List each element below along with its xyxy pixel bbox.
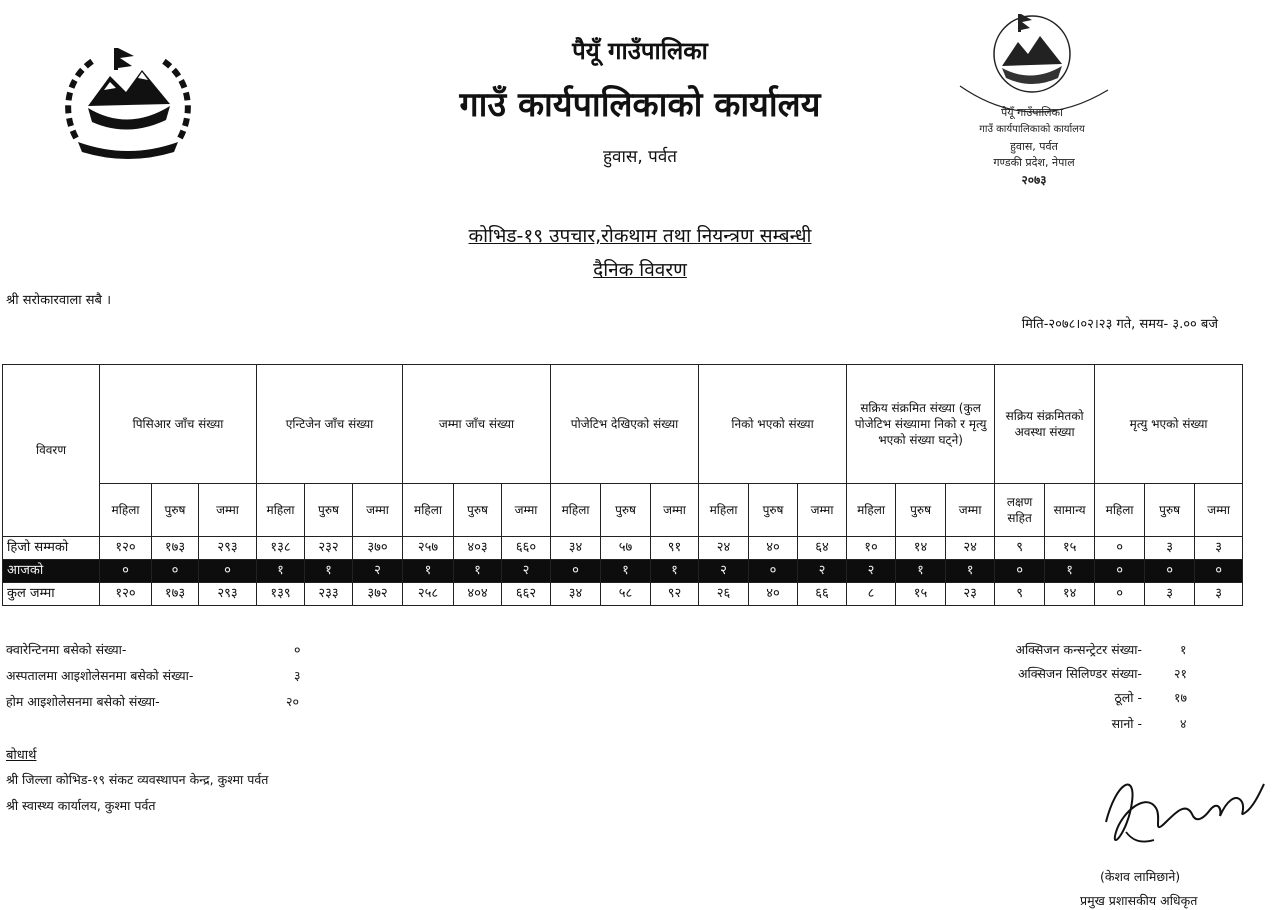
value-cell: १ [651,560,699,583]
subject-line-2-text: दैनिक विवरण [593,259,687,281]
value-cell: ९ [995,583,1045,606]
value-cell: १४ [896,537,946,560]
group-header-recovered: निको भएको संख्या [699,365,847,484]
value-cell: २५८ [403,583,454,606]
value-cell: २ [847,560,896,583]
sub-header-cell: पुरुष [152,484,199,537]
value-cell: ६४ [798,537,847,560]
value-cell: १२० [100,537,152,560]
value-cell: ३ [1195,537,1243,560]
group-header-active-status: सक्रिय संक्रमितको अवस्था संख्या [995,365,1095,484]
sub-header-cell: सामान्य [1045,484,1095,537]
value-cell: ९१ [651,537,699,560]
value-cell: ४० [749,537,798,560]
cc-title: बोधार्थ [6,748,37,763]
date-line: मिति-२०७८।०२।२३ गते, समय- ३.०० बजे [1021,317,1218,332]
value-cell: ० [1145,560,1195,583]
table-row [3,560,1243,583]
sub-header-cell: जम्मा [353,484,403,537]
sub-header-cell: महिला [1095,484,1145,537]
value-cell: १५ [1045,537,1095,560]
value-cell: २४ [946,537,995,560]
row-label-cell: कुल जम्मा [3,583,100,606]
value-cell: ५७ [601,537,651,560]
sub-header-cell: महिला [403,484,454,537]
value-cell: २३२ [305,537,353,560]
value-cell: ४०३ [454,537,502,560]
value-cell: ३ [1195,583,1243,606]
value-cell: ० [1095,583,1145,606]
office-address: हुवास, पर्वत [603,147,677,167]
value-cell: ० [551,560,601,583]
group-header-antigen: एन्टिजेन जाँच संख्या [257,365,403,484]
value-cell: ० [1095,560,1145,583]
cc-recipient-1: श्री जिल्ला कोभिड-१९ संकट व्यवस्थापन केन्द्र, कुश्मा पर्वत [6,772,269,787]
value-cell: ३ [1145,583,1195,606]
cc-recipient-2: श्री स्वास्थ्य कार्यालय, कुश्मा पर्वत [6,798,156,813]
sub-header-cell: पुरुष [749,484,798,537]
subject-line-1-text: कोभिड-१९ उपचार,रोकथाम तथा नियन्त्रण सम्बन्धी [468,225,812,247]
value-cell: १३९ [257,583,305,606]
group-header-positive: पोजेटिभ देखिएको संख्या [551,365,699,484]
value-cell: ६६२ [502,583,551,606]
svg-text:गाउँ कार्यपालिकाको कार्यालय: गाउँ कार्यपालिकाको कार्यालय [979,124,1085,135]
sub-header-row [3,484,1243,537]
value-cell: २४ [699,537,749,560]
value-cell: ३४ [551,583,601,606]
value-cell: १ [1045,560,1095,583]
value-cell: ४० [749,583,798,606]
value-cell: ० [152,560,199,583]
sub-header-cell: महिला [257,484,305,537]
office-name: पैयूँ गाउँपालिका [572,37,708,65]
row-label-cell: हिजो सम्मको [3,537,100,560]
recipient-line: श्री सरोकारवाला सबै । [6,293,112,308]
report-body [3,537,1243,606]
sub-header-cell: महिला [847,484,896,537]
value-cell: ३ [1145,537,1195,560]
sub-header-cell: महिला [551,484,601,537]
value-cell: २९३ [199,537,257,560]
value-cell: ० [1095,537,1145,560]
value-cell: ६६० [502,537,551,560]
table-row [3,537,1243,560]
sub-header-cell: पुरुष [454,484,502,537]
signatory-name: (केशव लामिछाने) [1100,869,1181,884]
value-cell: १ [305,560,353,583]
group-header-active: सक्रिय संक्रमित संख्या (कुल पोजेटिभ संख्यामा निको र मृत्यु भएको संख्या घट्ने) [847,365,995,484]
svg-text:हुवास, पर्वत: हुवास, पर्वत [1010,140,1058,153]
value-cell: १ [601,560,651,583]
value-cell: १ [257,560,305,583]
signatory-title: प्रमुख प्रशासकीय अधिकृत [1080,893,1198,908]
row-label-cell: आजको [3,560,100,583]
group-header-total-tests: जम्मा जाँच संख्या [403,365,551,484]
nepal-emblem-icon [58,42,198,164]
svg-text:पैयूँ गाउँपालिका: पैयूँ गाउँपालिका [1001,106,1063,119]
sub-header-cell: लक्षण सहित [995,484,1045,537]
value-cell: १४ [1045,583,1095,606]
value-cell: ३७२ [353,583,403,606]
home-isolation-value: २० [286,694,300,709]
home-isolation-label: होम आइशोलेसनमा बसेको संख्या- [6,694,160,709]
quarantine-value: ० [294,642,301,657]
value-cell: १० [847,537,896,560]
value-cell: १ [403,560,454,583]
value-cell: ९२ [651,583,699,606]
office-title: गाउँ कार्यपालिकाको कार्यालय [459,85,821,125]
signature-mark [1096,762,1268,862]
cylinder-small-label: सानो - [1111,716,1142,731]
value-cell: २ [798,560,847,583]
value-cell: १७३ [152,583,199,606]
sub-header-cell: जम्मा [1195,484,1243,537]
value-cell: १ [454,560,502,583]
subject-line-1 [330,222,950,248]
sub-header-cell: जम्मा [199,484,257,537]
svg-text:गण्डकी प्रदेश, नेपाल: गण्डकी प्रदेश, नेपाल [993,156,1075,169]
sub-header-cell: जम्मा [651,484,699,537]
value-cell: १५ [896,583,946,606]
value-cell: ५८ [601,583,651,606]
oxygen-concentrator-value: १ [1180,642,1187,657]
value-cell: ० [749,560,798,583]
svg-text:२०७३: २०७३ [1021,173,1047,187]
value-cell: २ [353,560,403,583]
value-cell: २९३ [199,583,257,606]
value-cell: ० [199,560,257,583]
value-cell: ० [100,560,152,583]
value-cell: ६६ [798,583,847,606]
sub-header-cell: जम्मा [798,484,847,537]
oxygen-cylinder-value: २१ [1174,666,1188,681]
value-cell: ८ [847,583,896,606]
cylinder-small-value: ४ [1180,716,1187,731]
hospital-isolation-value: ३ [294,668,301,683]
value-cell: २३३ [305,583,353,606]
table-row [3,583,1243,606]
sub-header-cell: जम्मा [946,484,995,537]
subject-line-2 [480,256,800,282]
value-cell: २५७ [403,537,454,560]
cylinder-big-label: ठूलो - [1114,690,1142,705]
value-cell: २ [699,560,749,583]
value-cell: १ [946,560,995,583]
value-cell: ० [1195,560,1243,583]
oxygen-concentrator-label: अक्सिजन कन्सन्ट्रेटर संख्या- [1015,642,1142,657]
sub-header-cell: पुरुष [896,484,946,537]
sub-header-cell: पुरुष [601,484,651,537]
value-cell: ३४ [551,537,601,560]
value-cell: १३८ [257,537,305,560]
office-seal-stamp [952,8,1114,192]
group-header-pcr: पिसिआर जाँच संख्या [100,365,257,484]
sub-header-cell: महिला [100,484,152,537]
row-header-cell: विवरण [3,365,100,537]
covid-report-table [2,364,1243,606]
value-cell: ४०४ [454,583,502,606]
value-cell: २ [502,560,551,583]
value-cell: १ [896,560,946,583]
cylinder-big-value: १७ [1174,690,1188,705]
value-cell: १२० [100,583,152,606]
sub-header-cell: जम्मा [502,484,551,537]
value-cell: ९ [995,537,1045,560]
group-header-deaths: मृत्यु भएको संख्या [1095,365,1243,484]
value-cell: २३ [946,583,995,606]
oxygen-cylinder-label: अक्सिजन सिलिण्डर संख्या- [1017,666,1142,681]
sub-header-cell: पुरुष [305,484,353,537]
sub-header-cell: पुरुष [1145,484,1195,537]
hospital-isolation-label: अस्पतालमा आइशोलेसनमा बसेको संख्या- [6,668,194,683]
sub-header-cell: महिला [699,484,749,537]
quarantine-label: क्वारेन्टिनमा बसेको संख्या- [6,642,127,657]
value-cell: १७३ [152,537,199,560]
value-cell: ० [995,560,1045,583]
value-cell: २६ [699,583,749,606]
value-cell: ३७० [353,537,403,560]
